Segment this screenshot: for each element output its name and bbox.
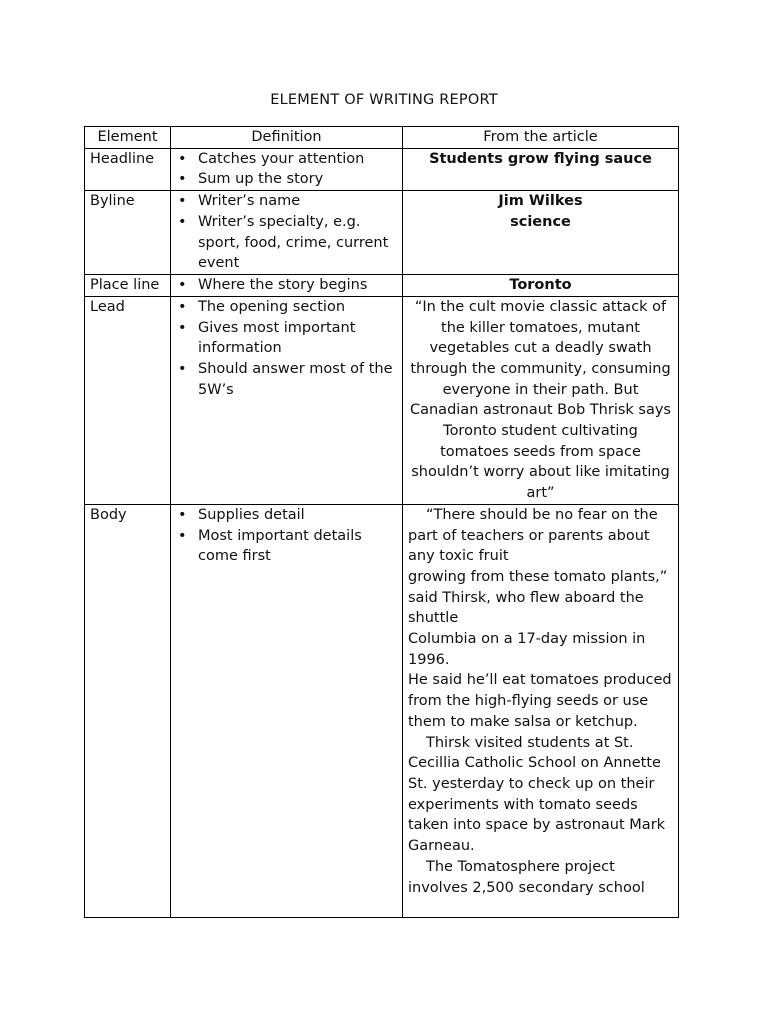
- article-paragraph: growing from these tomato plants,” said Thirsk, who flew aboard the shuttle: [408, 568, 668, 627]
- element-cell: Body: [85, 504, 171, 917]
- definition-item: • Where the story begins: [176, 275, 397, 296]
- definition-cell: [171, 191, 403, 275]
- definition-cell: [171, 275, 403, 297]
- definition-item: • Writer’s name: [176, 191, 397, 212]
- article-paragraph: He said he’ll eat tomatoes produced from the high-flying seeds or use them to make salsa or ketchup.: [408, 672, 672, 730]
- article-cell: [403, 148, 679, 190]
- article-paragraph: Columbia on a 17-day mission in 1996.: [408, 631, 646, 668]
- table-row-place-line: [85, 275, 679, 297]
- element-cell: Byline: [85, 191, 171, 275]
- page-title: ELEMENT OF WRITING REPORT: [270, 92, 498, 108]
- header-element: Element: [85, 127, 171, 149]
- article-text: science: [510, 213, 571, 230]
- definition-item: • Sum up the story: [176, 169, 397, 190]
- definition-cell: [171, 148, 403, 190]
- table-row-byline: [85, 191, 679, 275]
- article-cell: [403, 296, 679, 504]
- article-text: “In the cult movie classic attack of the killer tomatoes, mutant vegetables cut a deadly swath through the community, consuming everyone in their path. But Canadian astronaut Bob Thrisk says Toronto student cultivating tomatoes seeds from space shouldn’t worry about like imitating art”: [409, 298, 671, 502]
- article-paragraph: “There should be no fear on the part of teachers or parents about any toxic fruit: [408, 506, 658, 565]
- definition-item: • Writer’s specialty, e.g. sport, food, crime, current event: [176, 212, 397, 274]
- table-row-body: [85, 504, 679, 917]
- element-cell: Headline: [85, 148, 171, 190]
- definition-cell: [171, 296, 403, 504]
- article-text: Jim Wilkes: [498, 193, 583, 210]
- definition-item: • Most important details come first: [176, 526, 397, 567]
- definition-cell: [171, 504, 403, 917]
- definition-item: • Supplies detail: [176, 505, 397, 526]
- article-paragraph: The Tomatosphere project involves 2,500 secondary school: [408, 858, 645, 896]
- article-cell: [403, 504, 679, 917]
- article-text: Toronto: [509, 277, 572, 294]
- definition-item: • Gives most important information: [176, 318, 397, 359]
- definition-item: • The opening section: [176, 297, 397, 318]
- table-row-headline: [85, 148, 679, 190]
- header-from-article: From the article: [403, 127, 679, 149]
- article-cell: [403, 275, 679, 297]
- writing-report-table: [84, 126, 679, 918]
- definition-item: • Should answer most of the 5W’s: [176, 359, 397, 400]
- header-definition: Definition: [171, 127, 403, 149]
- element-cell: Place line: [85, 275, 171, 297]
- table-row-lead: [85, 296, 679, 504]
- definition-item: • Catches your attention: [176, 149, 397, 170]
- article-paragraph: Thirsk visited students at St. Cecillia Catholic School on Annette St. yesterday to check up on their experiments with tomato seeds taken into space by astronaut Mark Garneau.: [408, 734, 666, 855]
- table-header-row: [85, 127, 679, 149]
- element-cell: Lead: [85, 296, 171, 504]
- article-cell: [403, 191, 679, 275]
- article-text: Students grow flying sauce: [429, 150, 652, 167]
